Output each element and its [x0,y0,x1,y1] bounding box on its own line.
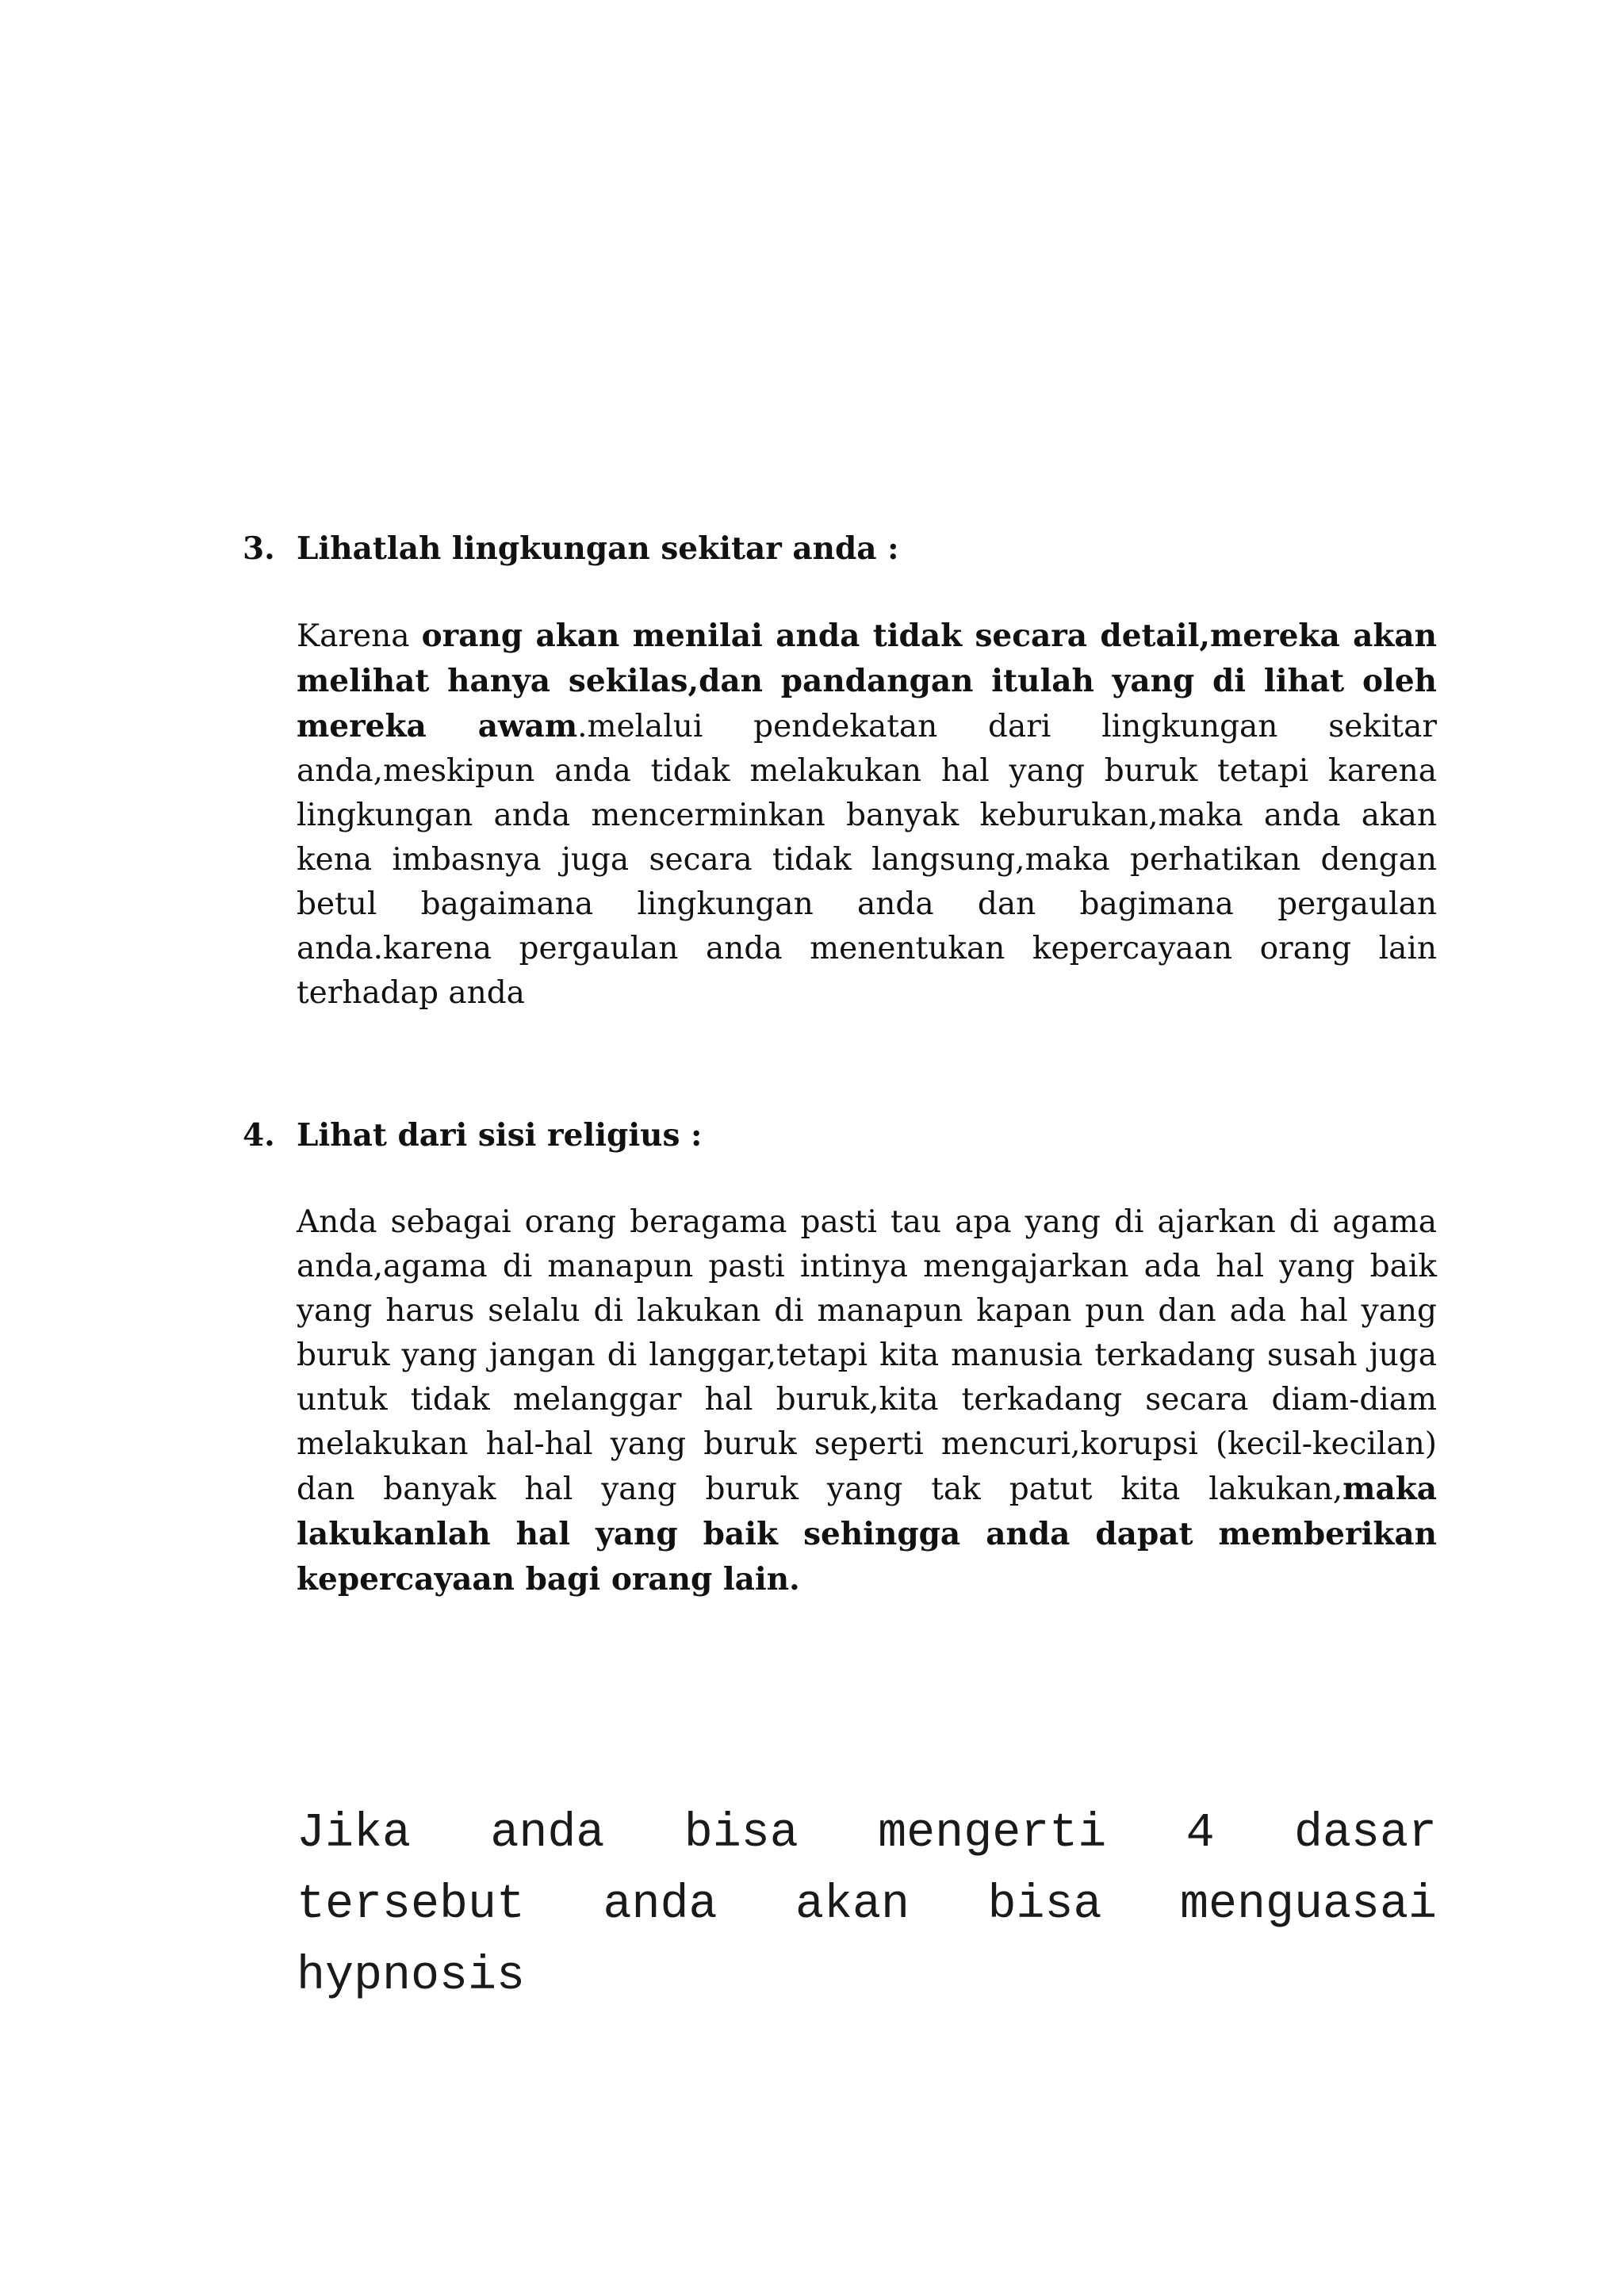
section-4-number: 4. [243,1117,275,1154]
section-3-intro-text: Karena [297,618,422,654]
section-3-paragraph [297,614,1437,1016]
closing-statement: Jika anda bisa mengerti 4 dasar tersebut anda akan bisa menguasai hypnosis [297,1807,1437,2003]
section-3-heading [243,526,1437,571]
section-4-title: Lihat dari sisi religius : [297,1117,703,1154]
section-4-heading [243,1113,1437,1158]
section-3-number: 3. [243,530,275,567]
section-3 [243,526,1437,1016]
section-4-body-text: Anda sebagai orang beragama pasti tau apa yang di ajarkan di agama anda,agama di manapun pasti intinya mengajarkan ada hal yang baik yang harus selalu di lakukan di manapun kapan pun dan ada hal yang buruk yang jangan di langgar,tetapi kita manusia terkadang susah juga untuk tidak melanggar hal buruk,kita terkadang secara diam-diam melakukan hal-hal yang buruk seperti mencuri,korupsi (kecil-kecilan) dan banyak hal yang buruk yang tak patut kita lakukan, [297,1204,1437,1507]
section-4-bold-text: maka lakukanlah hal yang baik sehingga anda dapat memberikan kepercayaan bagi orang lain. [297,1471,1437,1598]
section-3-title: Lihatlah lingkungan sekitar anda : [297,530,899,567]
section-3-body-text: .melalui pendekatan dari lingkungan sekitar anda,meskipun anda tidak melakukan hal yang buruk tetapi karena lingkungan anda mencerminkan banyak keburukan,maka anda akan kena imbasnya juga secara tidak langsung,maka perhatikan dengan betul bagaimana lingkungan anda dan bagimana pergaulan anda.karena pergaulan anda menentukan kepercayaan orang lain terhadap anda [297,709,1437,1011]
section-3-bold-text: orang akan menilai anda tidak secara detail,mereka akan melihat hanya sekilas,dan pandangan itulah yang di lihat oleh mereka awam [297,618,1437,744]
section-4 [243,1113,1437,1602]
section-4-paragraph [297,1200,1437,1602]
